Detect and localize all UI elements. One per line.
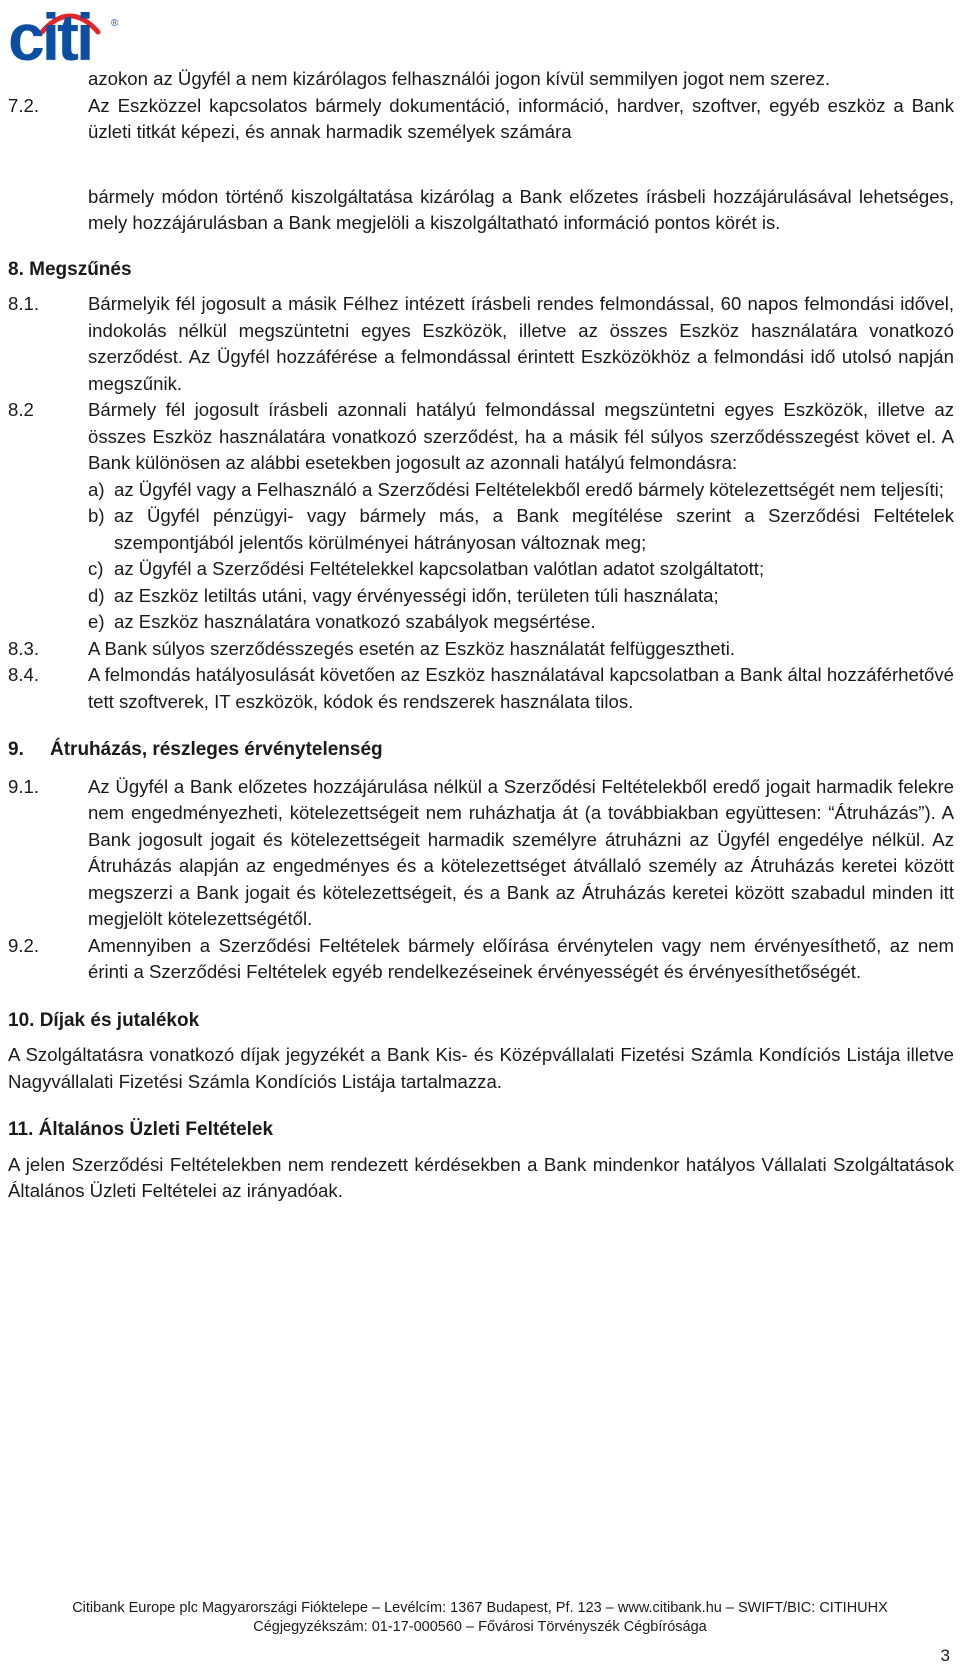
list-letter: b) — [88, 505, 105, 526]
clause-7-2 — [8, 93, 954, 146]
clause-8-1 — [8, 291, 954, 397]
list-text: az Eszköz használatára vonatkozó szabályok megsértése. — [114, 611, 596, 632]
document-body — [8, 66, 954, 1205]
section-11-text: A jelen Szerződési Feltételekben nem rendezett kérdésekben a Bank mindenkor hatályos Vállalati Szolgáltatások Általános Üzleti Feltételei az irányadóak. — [8, 1153, 954, 1201]
section-title: Átruházás, részleges érvénytelenség — [50, 739, 383, 760]
section-number: 9. — [8, 739, 24, 760]
clause-number: 8.2 — [8, 399, 34, 420]
clause-text: Az Eszközzel kapcsolatos bármely dokumentáció, információ, hardver, szoftver, egyéb eszköz a Bank üzleti titkát képezi, és annak harmadik személyek számára — [88, 94, 954, 142]
page-footer — [0, 1599, 960, 1637]
clause-number: 8.1. — [8, 293, 40, 314]
section-11-heading: 11. Általános Üzleti Feltételek — [8, 1119, 274, 1140]
clause-text: Bármely fél jogosult írásbeli azonnali hatályú felmondással megszüntetni egyes Eszközök, illetve az összes Eszköz használatára vonatkozó szerződést, ha a másik fél súlyos szerződésszegést követ el. A Bank különösen az alábbi esetekben jogosult az azonnali hatályú felmondásra: — [88, 399, 954, 473]
section-9-heading — [8, 737, 954, 764]
clause-8-4 — [8, 662, 954, 715]
clause-number: 7.2. — [8, 94, 40, 116]
footer-line-registry: Cégjegyzékszám: 01-17-000560 – Fővárosi Törvényszék Cégbírósága — [253, 1619, 707, 1635]
clause-7-1-continuation: azokon az Ügyfél a nem kizárólagos felhasználói jogon kívül semmilyen jogot nem szerez. — [88, 68, 831, 89]
citi-logo — [8, 0, 120, 74]
list-letter: e) — [88, 611, 105, 632]
clause-9-2 — [8, 933, 954, 986]
clause-7-2-continuation: bármely módon történő kiszolgáltatása kizárólag a Bank előzetes írásbeli hozzájárulásával lehetséges, mely hozzájárulásban a Bank megjelöli a kiszolgáltatható információ pontos körét is. — [88, 185, 954, 233]
list-text: az Ügyfél a Szerződési Feltételekkel kapcsolatban valótlan adatot szolgáltatott; — [114, 558, 765, 579]
list-text: az Eszköz letiltás utáni, vagy érvényességi időn, területen túli használata; — [114, 584, 719, 606]
clause-text: Az Ügyfél a Bank előzetes hozzájárulása nélkül a Szerződési Feltételekből eredő jogait harmadik felekre nem engedményezheti, kötelezettségeit nem ruházhatja át (a továbbiakban együttesen: “Átruházás”). A Bank jogosult jogait és kötelezettségeit harmadik személyre átruházni az Ügyfél engedélye nélkül. Az Átruházás alapján az engedményes és a kötelezettséget átvállaló személy az Átruházás keretei között megszerzi a Bank jogait és kötelezettségeit, és a Bank az Átruházás keretei között szabadul minden itt megjelölt kötelezettségétől. — [88, 775, 954, 929]
list-letter: a) — [88, 478, 105, 500]
section-10-heading: 10. Díjak és jutalékok — [8, 1009, 200, 1031]
section-8-heading: 8. Megszűnés — [8, 258, 132, 280]
clause-8-2 — [8, 397, 954, 636]
section-9-items — [8, 774, 954, 986]
list-item — [88, 556, 954, 583]
list-text: az Ügyfél vagy a Felhasználó a Szerződési Feltételekből eredő bármely kötelezettségét nem teljesíti; — [114, 478, 944, 500]
logo-registered-mark: ® — [111, 18, 119, 29]
list-text: az Ügyfél pénzügyi- vagy bármely más, a Bank megítélése szerint a Szerződési Feltételek szempontjából jelentős körülményei hátrányosan változnak meg; — [114, 505, 954, 553]
footer-line-address: Citibank Europe plc Magyarországi Fióktelepe – Levélcím: 1367 Budapest, Pf. 123 – www.citibank.hu – SWIFT/BIC: CITIHUHX — [72, 1600, 888, 1616]
clause-text: Amennyiben a Szerződési Feltételek bármely előírása érvénytelen vagy nem érvényesíthető, az nem érinti a Szerződési Feltételek egyéb rendelkezéseinek érvényességét és érvényesíthetőségét. — [88, 934, 954, 982]
clause-number: 9.1. — [8, 775, 40, 797]
list-letter: d) — [88, 584, 105, 606]
logo-wordmark: citi — [8, 0, 92, 74]
list-item — [88, 477, 954, 504]
clause-8-2-list — [88, 477, 954, 636]
section-8-items — [8, 291, 954, 715]
clause-9-1 — [8, 774, 954, 933]
clause-number: 8.3. — [8, 637, 40, 659]
clause-text: A Bank súlyos szerződésszegés esetén az Eszköz használatát felfüggesztheti. — [88, 637, 736, 659]
clause-text: A felmondás hatályosulását követően az Eszköz használatával kapcsolatban a Bank által hozzáférhetővé tett szoftverek, IT eszközök, kódok és rendszerek használata tilos. — [88, 664, 954, 712]
list-item — [88, 503, 954, 556]
clause-number: 9.2. — [8, 934, 40, 956]
clause-8-3 — [8, 636, 954, 663]
page-number: 3 — [940, 1646, 950, 1665]
clause-number: 8.4. — [8, 664, 40, 685]
section-10-text: A Szolgáltatásra vonatkozó díjak jegyzékét a Bank Kis- és Középvállalati Fizetési Számla Kondíciós Listája illetve Nagyvállalati Fizetési Számla Kondíciós Listája tartalmazza. — [8, 1044, 954, 1092]
clause-text: Bármelyik fél jogosult a másik Félhez intézett írásbeli rendes felmondással, 60 napos felmondási idővel, indokolás nélkül megszüntetni egyes Eszközök, illetve az összes Eszköz használatára vonatkozó szerződést. Az Ügyfél hozzáférése a felmondással érintett Eszközökhöz a felmondási idő utolsó napján megszűnik. — [88, 293, 954, 394]
list-item — [88, 609, 954, 636]
list-letter: c) — [88, 558, 104, 579]
list-item — [88, 583, 954, 610]
